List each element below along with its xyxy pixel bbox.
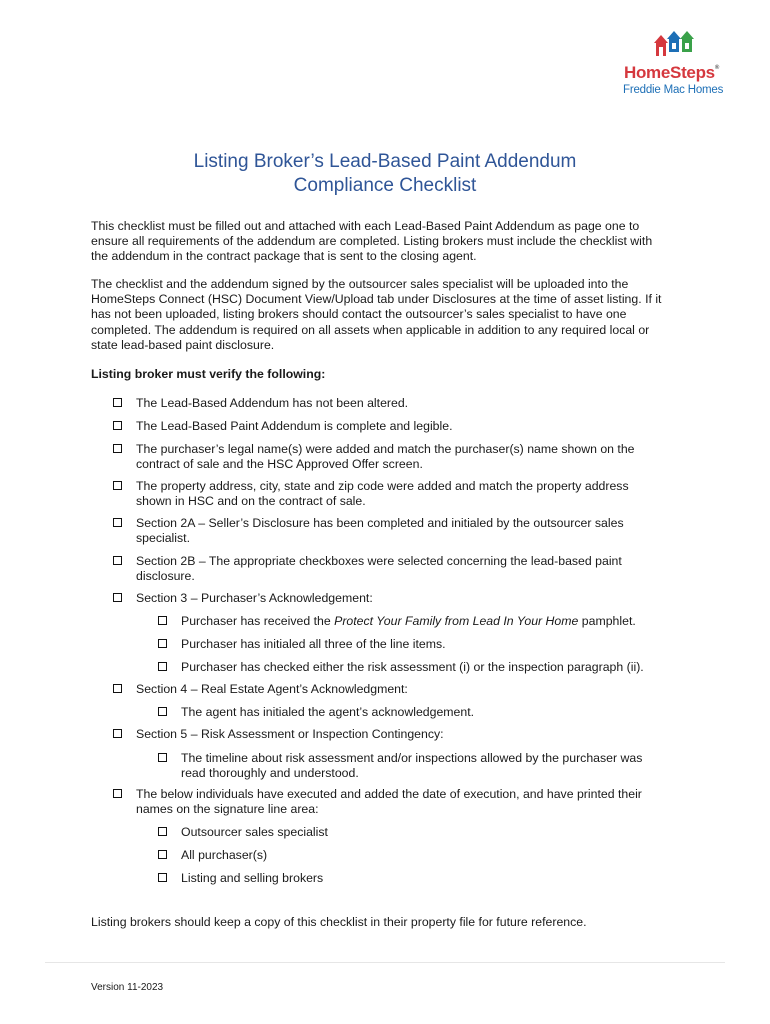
checkbox[interactable]: [158, 707, 167, 716]
brand-tagline: Freddie Mac Homes: [623, 84, 724, 96]
blue-house-icon: [667, 31, 681, 52]
title-line-1: Listing Broker’s Lead-Based Paint Addendum: [193, 151, 577, 172]
checkbox[interactable]: [113, 729, 122, 738]
homesteps-logo: [620, 30, 730, 100]
verify-heading: Listing broker must verify the following:: [91, 367, 326, 381]
checkbox[interactable]: [113, 518, 122, 527]
green-house-icon: [680, 31, 694, 52]
checkbox[interactable]: [113, 556, 122, 565]
intro-paragraph-2: The checklist and the addendum signed by the outsourcer sales specialist will be uploaded into the HomeSteps Connect (HSC) Document View/Upload tab under Disclosures at the time of asset listing. If it has not been uploaded, listing brokers should contact the outsourcer’s sales specialist to have one completed. The addendum is required on all assets when applicable in addition to any required local or state lead-based paint disclosure.: [91, 277, 662, 352]
checkbox[interactable]: [113, 444, 122, 453]
checkbox[interactable]: [113, 684, 122, 693]
closing-note: Listing brokers should keep a copy of this checklist in their property file for future reference.: [91, 915, 587, 929]
checkbox[interactable]: [158, 850, 167, 859]
checkbox[interactable]: [113, 481, 122, 490]
checkbox[interactable]: [158, 873, 167, 882]
intro-paragraph-1: This checklist must be filled out and attached with each Lead-Based Paint Addendum as page one to ensure all requirements of the addendum are completed. Listing brokers must include the checklist with the addendum in the contract package that is sent to the closing agent.: [91, 219, 653, 264]
brand-name: HomeSteps®: [624, 63, 719, 82]
checkbox[interactable]: [113, 593, 122, 602]
page-title: [0, 150, 770, 198]
title-line-2: Compliance Checklist: [293, 175, 477, 196]
checkbox[interactable]: [113, 398, 122, 407]
checkbox[interactable]: [158, 662, 167, 671]
red-house-icon: [654, 35, 668, 56]
footer-divider: [45, 962, 725, 963]
version-label: Version 11-2023: [91, 982, 164, 993]
checkbox[interactable]: [158, 639, 167, 648]
checkbox[interactable]: [158, 753, 167, 762]
checkbox[interactable]: [158, 827, 167, 836]
checkbox[interactable]: [113, 789, 122, 798]
checkbox[interactable]: [158, 616, 167, 625]
houses-logo-icon: [652, 30, 696, 58]
checkbox[interactable]: [113, 421, 122, 430]
